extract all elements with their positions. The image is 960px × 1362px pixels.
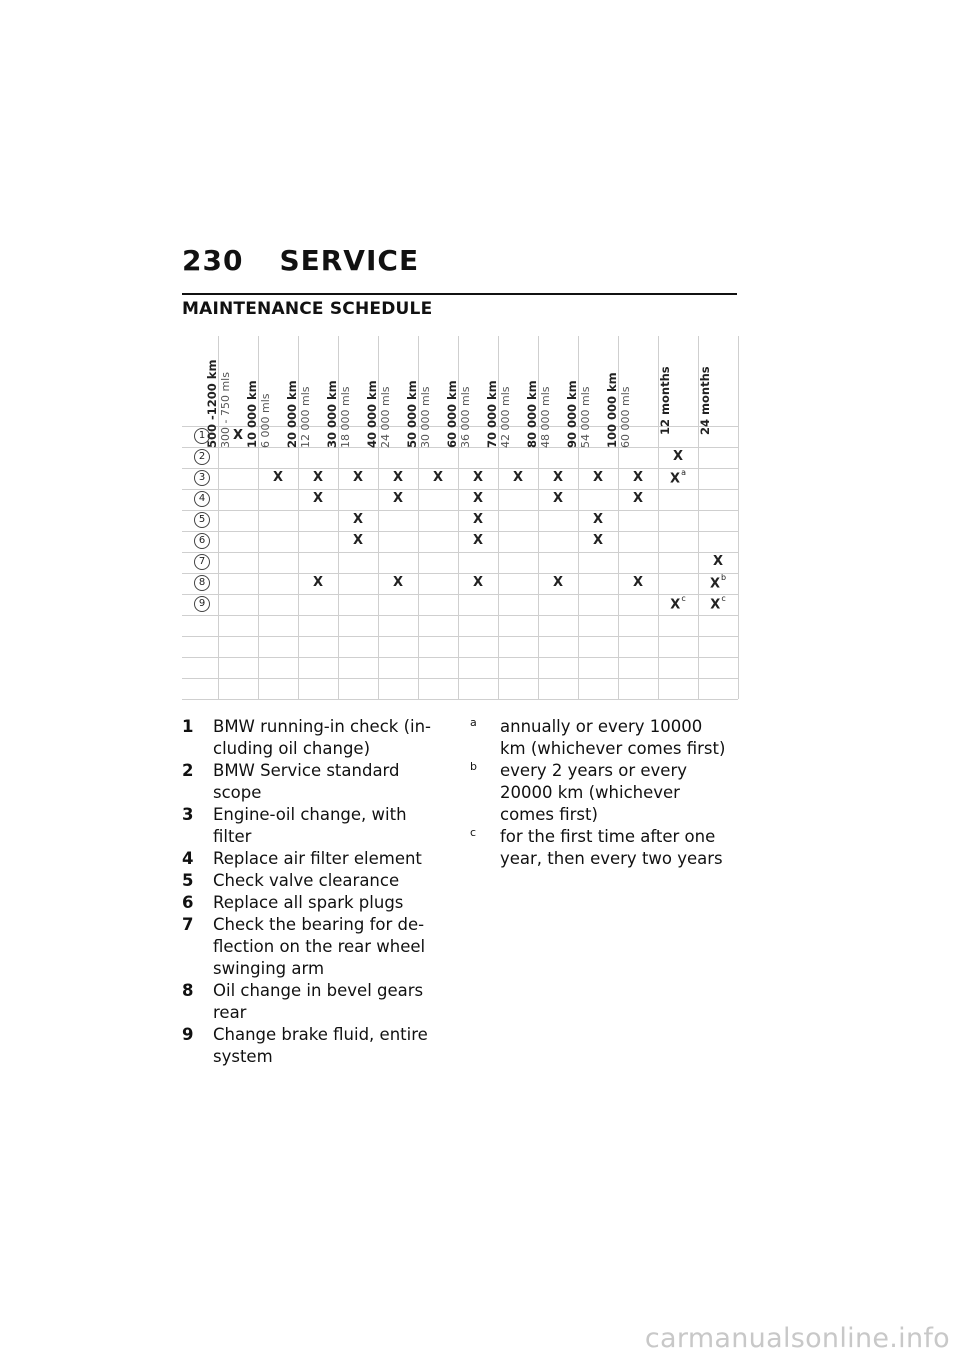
column-header-mls: 24 000 mls [379, 386, 392, 448]
schedule-mark [388, 491, 408, 506]
footnote-text: annually or every 10000 km (whichever comes first) [500, 717, 726, 758]
mark-footnote-ref: a [681, 468, 686, 477]
column-header-mls: 6 000 mls [259, 393, 272, 448]
legend-text: Oil change in bevel gears rear [213, 981, 424, 1022]
schedule-mark [548, 575, 568, 590]
legend-item [182, 892, 442, 914]
schedule-mark [388, 575, 408, 590]
mark-symbol: X [632, 575, 644, 590]
grid-row-line [182, 573, 738, 574]
schedule-mark [588, 533, 608, 548]
column-header-km: 90 000 km [565, 380, 579, 448]
column-header [366, 380, 392, 448]
schedule-mark [428, 470, 448, 485]
mark-symbol: X [472, 470, 484, 485]
mark-symbol: X [472, 512, 484, 527]
column-header-mls: 48 000 mls [539, 386, 552, 448]
row-number-badge: 5 [194, 512, 210, 528]
legend-text: Replace air filter element [213, 849, 422, 868]
mark-symbol: X [352, 512, 364, 527]
legend-text: Engine-oil change, with filter [213, 805, 407, 846]
column-header-mls: 300 - 750 mls [219, 372, 232, 448]
legend-text: Check the bearing for de-flection on the rear wheel swinging arm [213, 915, 426, 978]
column-header-mls: 18 000 mls [339, 386, 352, 448]
schedule-mark [708, 575, 728, 591]
grid-row-line [182, 468, 738, 469]
page-number: 230 [182, 244, 244, 277]
legend-number: 8 [182, 981, 194, 1000]
legend-item [182, 804, 442, 848]
footnote-list [470, 716, 730, 870]
column-header-km: 12 months [658, 366, 672, 435]
schedule-mark [668, 470, 688, 486]
column-header-mls: 42 000 mls [499, 386, 512, 448]
schedule-mark [468, 533, 488, 548]
schedule-mark [708, 596, 728, 612]
footnote-symbol: c [470, 826, 477, 839]
mark-symbol: X [670, 597, 681, 613]
legend-text: Check valve clearance [213, 871, 400, 890]
legend-text: BMW running-in check (in-cluding oil change) [213, 717, 432, 758]
column-header [246, 380, 272, 448]
column-header-km: 100 000 km [605, 372, 619, 448]
mark-symbol: X [592, 533, 604, 548]
column-header [486, 380, 512, 448]
column-header-mls: 54 000 mls [579, 386, 592, 448]
legend-number: 3 [182, 805, 194, 824]
column-header-km: 24 months [698, 366, 712, 435]
schedule-mark [468, 512, 488, 527]
column-header-km: 80 000 km [525, 380, 539, 448]
row-number-badge: 2 [194, 449, 210, 465]
mark-symbol: X [352, 533, 364, 548]
mark-symbol: X [709, 576, 720, 592]
mark-symbol: X [312, 491, 324, 506]
mark-symbol: X [472, 491, 484, 506]
row-number-badge: 4 [194, 491, 210, 507]
mark-symbol: X [552, 575, 564, 590]
footnote-item [470, 826, 730, 870]
watermark-text: carmanualsonline.info [644, 1323, 950, 1354]
grid-row-line [182, 678, 738, 679]
footnote-symbol: a [470, 716, 477, 729]
grid-row-line [182, 594, 738, 595]
column-header [699, 366, 712, 435]
mark-symbol: X [672, 449, 684, 464]
mark-symbol: X [312, 575, 324, 590]
schedule-mark [628, 575, 648, 590]
schedule-mark [668, 596, 688, 612]
row-number-badge: 3 [194, 470, 210, 486]
schedule-mark [548, 470, 568, 485]
column-header-km: 20 000 km [285, 380, 299, 448]
legend-number: 9 [182, 1025, 194, 1044]
schedule-mark [628, 491, 648, 506]
schedule-mark [348, 470, 368, 485]
mark-symbol: X [552, 491, 564, 506]
row-number-badge: 9 [194, 596, 210, 612]
mark-symbol: X [472, 575, 484, 590]
mark-symbol: X [272, 470, 284, 485]
column-header-mls: 36 000 mls [459, 386, 472, 448]
column-header [406, 380, 432, 448]
section-title: MAINTENANCE SCHEDULE [182, 299, 433, 319]
schedule-mark [708, 554, 728, 569]
mark-symbol: X [632, 491, 644, 506]
legend-item [182, 1024, 442, 1068]
mark-symbol: X [710, 597, 721, 613]
row-number-badge: 8 [194, 575, 210, 591]
legend-text: Change brake fluid, entire system [213, 1025, 428, 1066]
schedule-mark [588, 512, 608, 527]
legend-item [182, 848, 442, 870]
mark-symbol: X [392, 491, 404, 506]
legend-number: 2 [182, 761, 194, 780]
schedule-mark [388, 470, 408, 485]
mark-footnote-ref: c [681, 594, 686, 603]
schedule-mark [468, 575, 488, 590]
legend-list [182, 716, 442, 1068]
column-header-km: 30 000 km [325, 380, 339, 448]
column-header-mls: 12 000 mls [299, 386, 312, 448]
schedule-mark [228, 428, 248, 443]
grid-row-line [182, 615, 738, 616]
column-header [526, 380, 552, 448]
mark-symbol: X [352, 470, 364, 485]
legend-item [182, 914, 442, 980]
schedule-mark [548, 491, 568, 506]
legend-number: 6 [182, 893, 194, 912]
mark-symbol: X [712, 554, 724, 569]
grid-row-line [182, 489, 738, 490]
column-header-km: 60 000 km [445, 380, 459, 448]
mark-symbol: X [512, 470, 524, 485]
schedule-mark [588, 470, 608, 485]
schedule-mark [348, 533, 368, 548]
legend-item [182, 870, 442, 892]
mark-symbol: X [670, 471, 681, 487]
column-header-km: 50 000 km [405, 380, 419, 448]
row-number-badge: 6 [194, 533, 210, 549]
mark-symbol: X [592, 470, 604, 485]
row-number-badge: 1 [194, 428, 210, 444]
column-header [286, 380, 312, 448]
schedule-mark [308, 491, 328, 506]
schedule-mark [508, 470, 528, 485]
footnote-item [470, 760, 730, 826]
column-header [659, 366, 672, 435]
schedule-mark [308, 575, 328, 590]
footnote-item [470, 716, 730, 760]
mark-symbol: X [312, 470, 324, 485]
column-header-mls: 30 000 mls [419, 386, 432, 448]
column-header [326, 380, 352, 448]
heading-rule [182, 293, 737, 295]
schedule-mark [668, 449, 688, 464]
grid-row-line [182, 552, 738, 553]
column-header-km: 70 000 km [485, 380, 499, 448]
mark-symbol: X [392, 575, 404, 590]
grid-row-line [182, 657, 738, 658]
schedule-mark [308, 470, 328, 485]
column-header [606, 372, 632, 448]
legend-number: 7 [182, 915, 194, 934]
column-header-km: 10 000 km [245, 380, 259, 448]
mark-symbol: X [472, 533, 484, 548]
footnote-text: every 2 years or every 20000 km (whichever comes first) [500, 761, 687, 824]
mark-symbol: X [232, 428, 244, 443]
legend-text: Replace all spark plugs [213, 893, 404, 912]
footnote-text: for the first time after one year, then every two years [500, 827, 723, 868]
column-header-km: 500 -1200 km [205, 359, 219, 448]
schedule-mark [468, 470, 488, 485]
mark-footnote-ref: b [720, 573, 727, 582]
legend-text: BMW Service standard scope [213, 761, 400, 802]
schedule-mark [628, 470, 648, 485]
grid-row-line [182, 636, 738, 637]
mark-symbol: X [592, 512, 604, 527]
mark-symbol: X [392, 470, 404, 485]
schedule-mark [348, 512, 368, 527]
legend-item [182, 716, 442, 760]
legend-item [182, 760, 442, 804]
footnote-symbol: b [470, 760, 477, 773]
schedule-mark [468, 491, 488, 506]
legend-number: 4 [182, 849, 194, 868]
row-number-badge: 7 [194, 554, 210, 570]
column-header-km: 40 000 km [365, 380, 379, 448]
column-header [566, 380, 592, 448]
legend-item [182, 980, 442, 1024]
column-header-mls: 60 000 mls [619, 386, 632, 448]
column-header [446, 380, 472, 448]
maintenance-schedule-table [182, 336, 738, 706]
schedule-mark [268, 470, 288, 485]
legend-number: 1 [182, 717, 194, 736]
legend-number: 5 [182, 871, 194, 890]
grid-row-line [182, 510, 738, 511]
grid-column-line [738, 336, 739, 699]
mark-symbol: X [632, 470, 644, 485]
mark-footnote-ref: c [721, 594, 726, 603]
grid-row-line [182, 699, 738, 700]
mark-symbol: X [552, 470, 564, 485]
chapter-title: SERVICE [279, 244, 420, 277]
mark-symbol: X [432, 470, 444, 485]
page-heading [182, 244, 419, 277]
grid-row-line [182, 531, 738, 532]
